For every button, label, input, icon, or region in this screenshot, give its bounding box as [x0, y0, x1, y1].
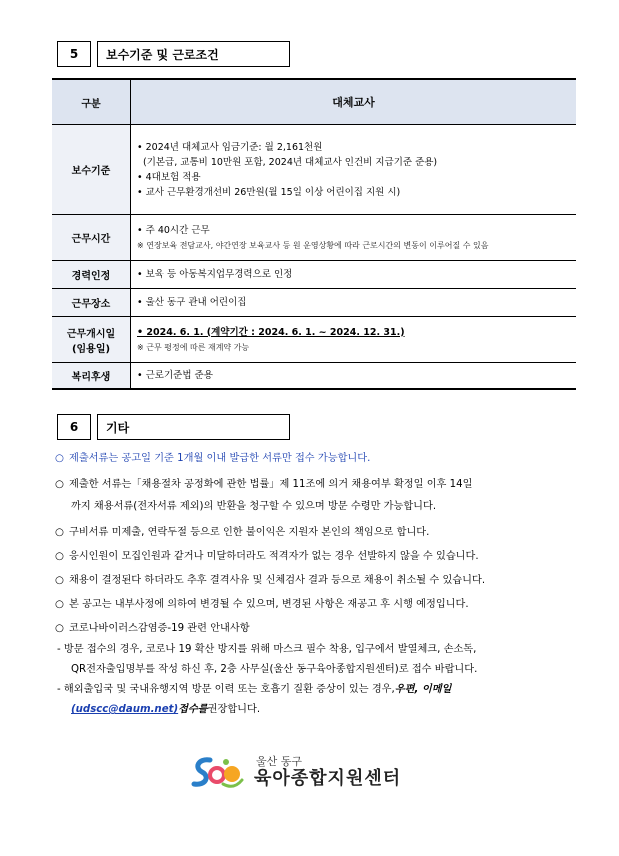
table-header-category: 구분	[52, 79, 131, 125]
section-5-header	[57, 41, 290, 67]
dash-item-continuation: QR전자출입명부를 작성 하신 후, 2층 사무실(울산 동구육아종합지원센터)로 접수 바랍니다.	[71, 664, 478, 675]
table-row	[52, 215, 576, 261]
list-item: ○ 응시인원이 모집인원과 같거나 미달하더라도 적격자가 없는 경우 선발하지 않을 수 있습니다.	[55, 546, 585, 568]
list-item: ○ 코로나바이러스감염증-19 관련 안내사항	[55, 618, 585, 640]
circle-bullet-icon: ○	[55, 527, 64, 538]
row-label-sub: (임용일)	[71, 343, 111, 355]
row-line: (기본급, 교통비 10만원 포함, 2024년 대체교사 인건비 지급기준 준용)	[143, 156, 438, 168]
row-line: • 2024. 6. 1. (계약기간 : 2024. 6. 1. ~ 2024. 12. 31.)	[137, 326, 405, 338]
dash-item-continuation: (udscc@daum.net) 접수를 권장합니다.	[55, 700, 585, 720]
section-number: 5	[57, 41, 91, 67]
section-6-header	[57, 414, 290, 440]
row-label: 근무시간	[52, 215, 131, 261]
table-row	[52, 261, 576, 289]
table-row	[52, 363, 576, 389]
dash-item: - 방문 접수의 경우, 코로나 19 확산 방지를 위해 마스크 필수 착용, 입구에서 발열체크, 손소독,	[57, 644, 477, 655]
table-row	[52, 317, 576, 363]
covid-details	[55, 640, 585, 720]
list-item: ○ 구비서류 미제출, 연락두절 등으로 인한 불이익은 지원자 본인의 책임으로 합니다.	[55, 522, 585, 544]
circle-bullet-icon: ○	[55, 551, 64, 562]
row-label: 보수기준	[52, 125, 131, 215]
center-logo	[190, 752, 430, 792]
table-header-substitute-teacher: 대체교사	[131, 79, 577, 125]
section-title: 기타	[97, 414, 290, 440]
row-label: 근무개시일	[66, 328, 116, 340]
list-item: ○ 본 공고는 내부사정에 의하여 변경될 수 있으며, 변경된 사항은 재공고 후 시행 예정입니다.	[55, 594, 585, 616]
notice-list	[55, 448, 585, 720]
dash-item: - 해외출입국 및 국내유행지역 방문 이력 또는 호흡기 질환 증상이 있는 경우, 우편, 이메일	[57, 684, 452, 695]
list-item: ○ 제출서류는 공고일 기준 1개월 이내 발급한 서류만 접수 가능합니다.	[55, 448, 585, 470]
circle-bullet-icon: ○	[55, 623, 64, 634]
circle-bullet-icon: ○	[55, 599, 64, 610]
list-item-continuation: 까지 채용서류(전자서류 제외)의 반환을 청구할 수 있으며 방문 수령만 가능합니다.	[71, 501, 437, 512]
conditions-table	[52, 78, 576, 390]
logo-subtitle: 울산 동구	[256, 754, 303, 768]
row-line: • 4대보험 적용	[137, 171, 201, 183]
list-item: ○ 제출한 서류는「채용절차 공정화에 관한 법률」제 11조에 의거 채용여부 확정일 이후 14일	[55, 474, 585, 496]
table-row	[52, 289, 576, 317]
row-label: 복리후생	[52, 363, 131, 389]
row-line: • 2024년 대체교사 임금기준: 월 2,161천원	[137, 141, 323, 153]
row-label: 경력인정	[52, 261, 131, 289]
circle-bullet-icon: ○	[55, 575, 64, 586]
row-note: ※ 근무 평정에 따른 재계약 가능	[137, 342, 250, 352]
row-note: ※ 연장보육 전담교사, 야간연장 보육교사 등 원 운영상황에 따라 근로시간의 변동이 이루어질 수 있음	[137, 240, 489, 250]
row-line: • 근로기준법 준용	[137, 369, 213, 381]
row-label: 근무장소	[52, 289, 131, 317]
list-item: ○ 채용이 결정된다 하더라도 추후 결격사유 및 신체검사 결과 등으로 채용이 취소될 수 있습니다.	[55, 570, 585, 592]
circle-bullet-icon: ○	[55, 453, 64, 464]
row-line: • 보육 등 아동복지업무경력으로 인정	[137, 269, 293, 280]
email-link[interactable]: (udscc@daum.net)	[71, 704, 179, 715]
row-line: • 주 40시간 근무	[137, 224, 210, 236]
logo-title: 육아종합지원센터	[254, 767, 402, 789]
center-logo-icon	[190, 754, 246, 790]
row-line: • 울산 동구 관내 어린이집	[137, 297, 247, 308]
circle-bullet-icon: ○	[55, 479, 64, 490]
section-number: 6	[57, 414, 91, 440]
table-row	[52, 125, 576, 215]
row-line: • 교사 근무환경개선비 26만원(월 15일 이상 어린이집 지원 시)	[137, 186, 401, 198]
section-title: 보수기준 및 근로조건	[97, 41, 290, 67]
